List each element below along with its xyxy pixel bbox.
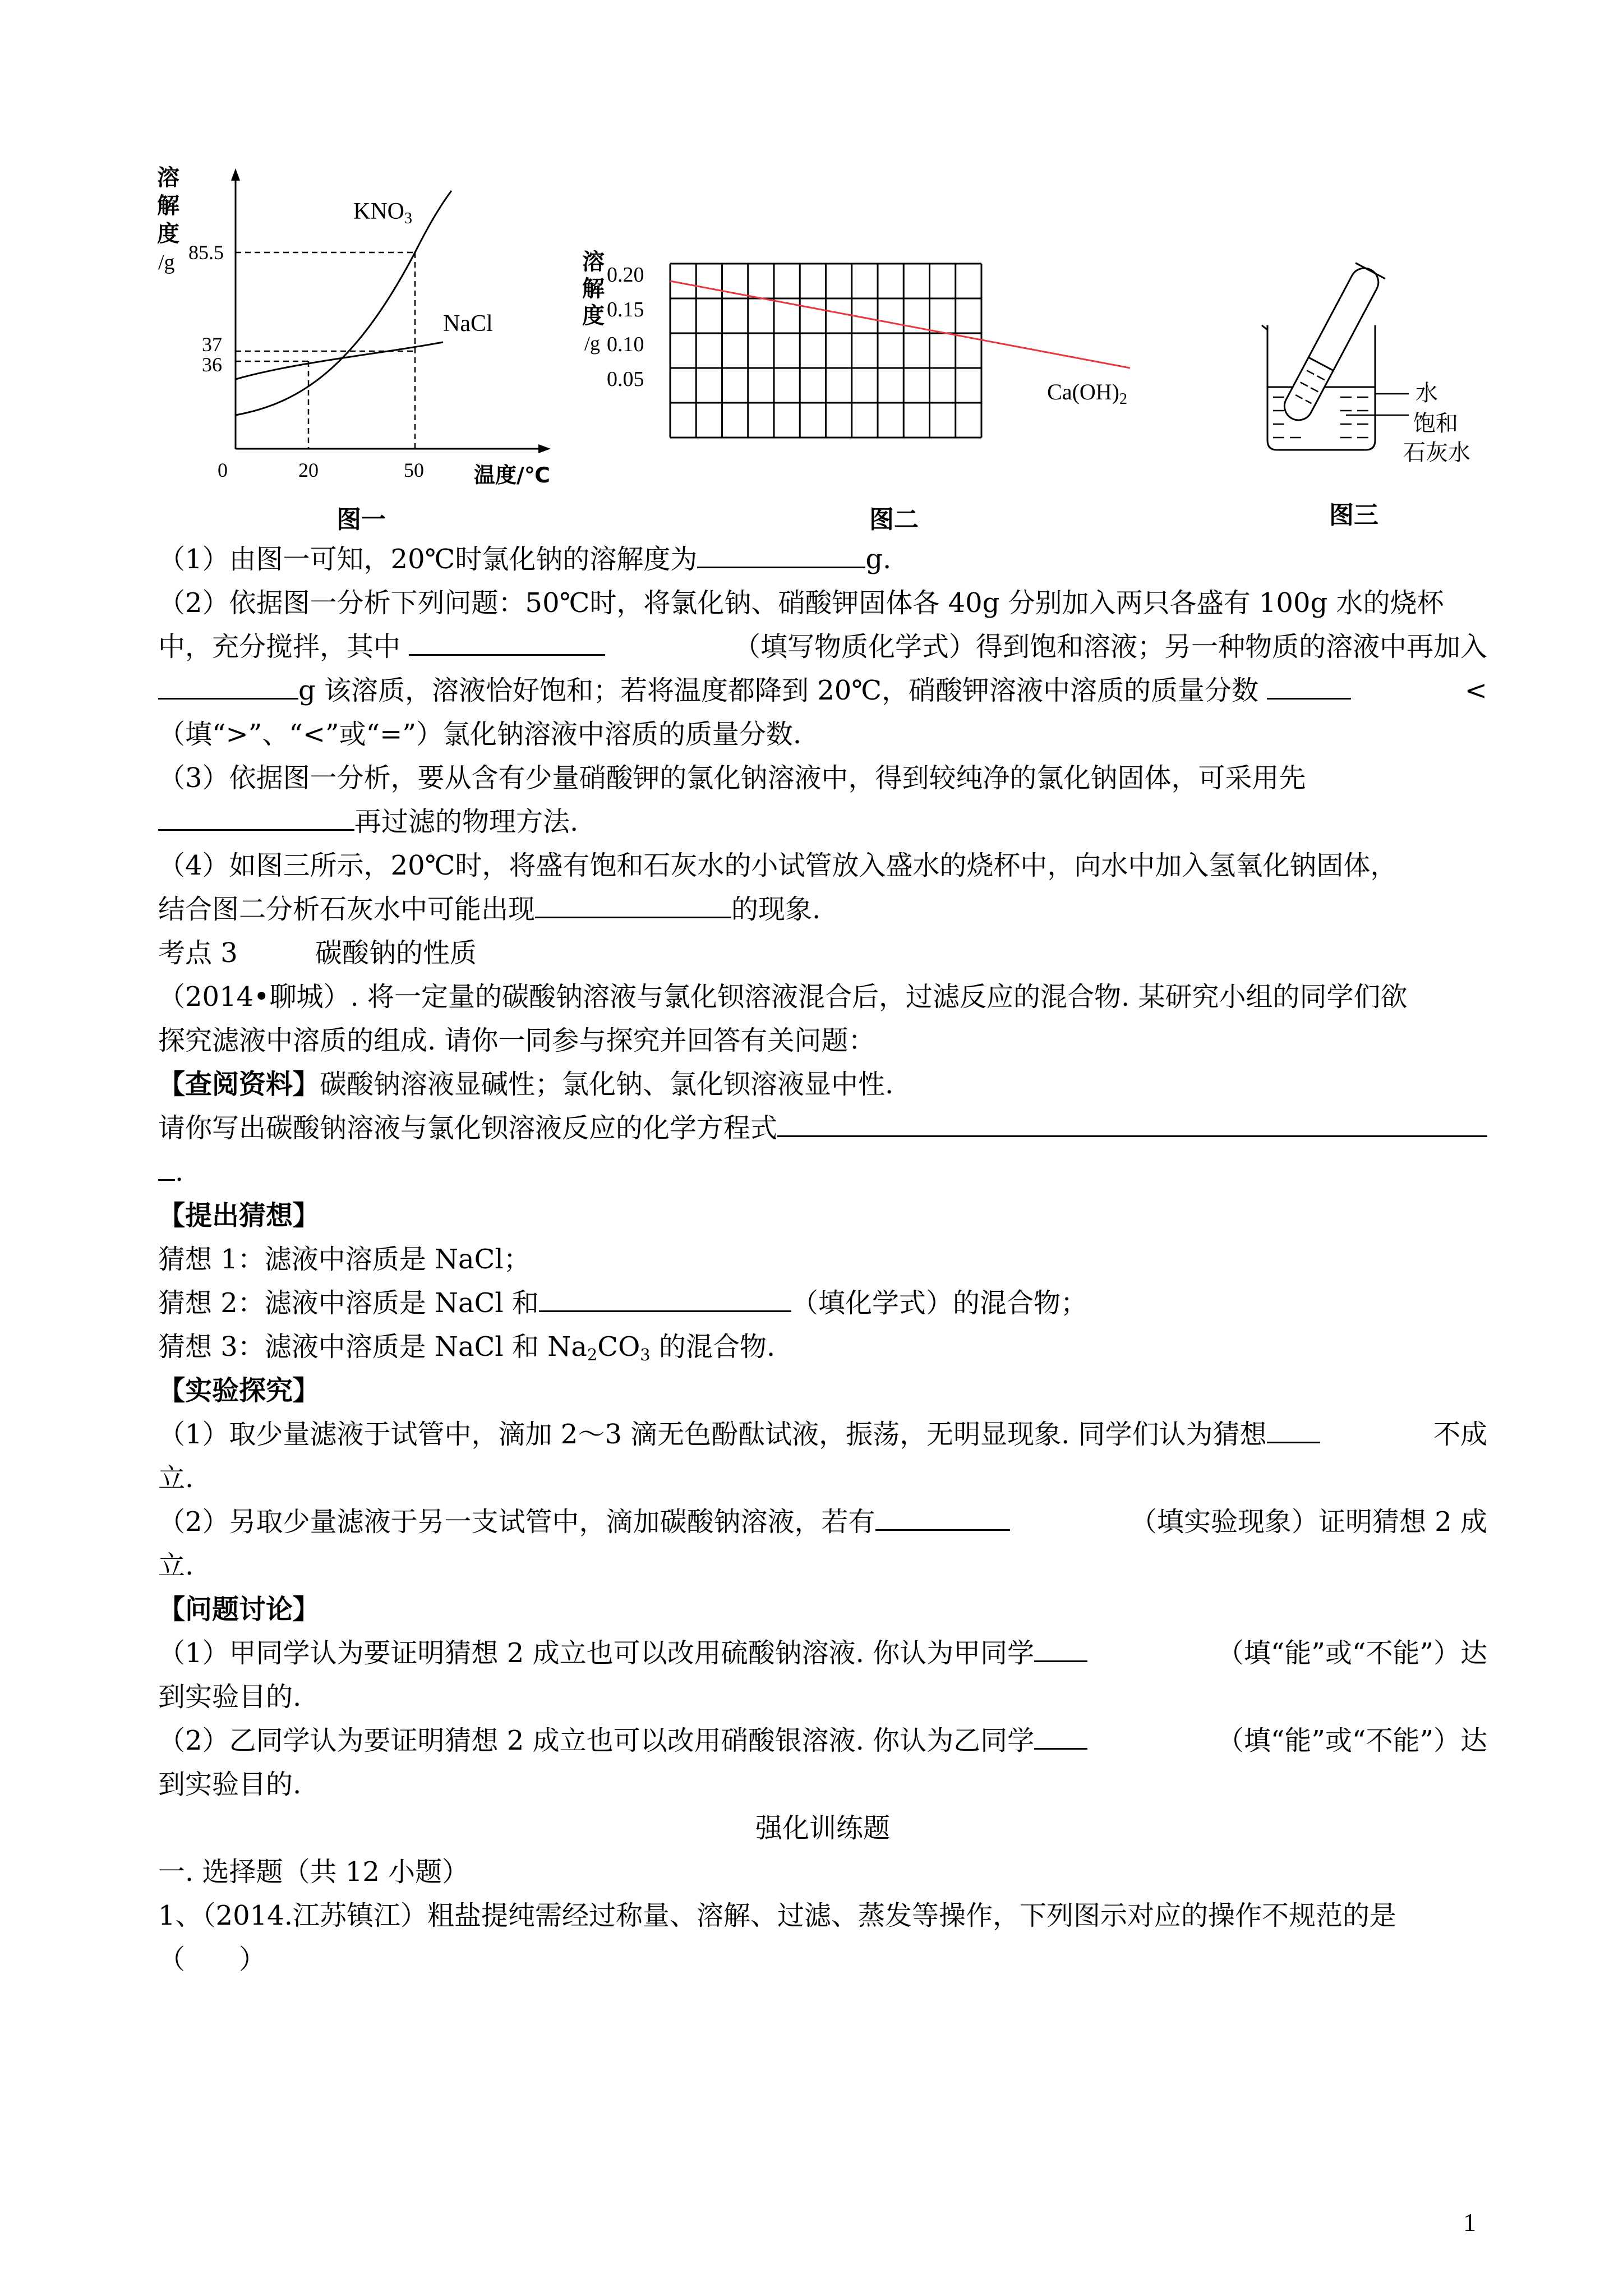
fig2-ytick-020: 0.20 <box>607 263 644 287</box>
q3-text-2: 再过滤的物理方法. <box>354 806 579 838</box>
item1-text: 1、（2014.江苏镇江）粗盐提纯需经过称量、溶解、过滤、蒸发等操作，下列图示对应的操作不规范的是 <box>158 1900 1396 1931</box>
fig1-ytick-37: 37 <box>202 333 222 356</box>
solubility-curve-chart <box>151 157 578 505</box>
part1-text: 一. 选择题（共 12 小题） <box>158 1856 469 1888</box>
disc2-text-a: （2）乙同学认为要证明猜想 2 成立也可以改用硝酸银溶液. 你认为乙同学 <box>158 1725 1035 1756</box>
q2-blank-formula[interactable] <box>409 625 605 656</box>
fig1-y-axis-arrow <box>231 168 240 181</box>
q2-text-4: （填“>”、“<”或“=”）氯化钠溶液中溶质的质量分数. <box>158 719 802 750</box>
tichu-text: 【提出猜想】 <box>158 1200 320 1231</box>
q2-line-1 <box>158 581 1487 625</box>
guess2-text-b: （填化学式）的混合物； <box>791 1287 1088 1319</box>
exp2-text-a: （2）另取少量滤液于另一支试管中，滴加碳酸钠溶液，若有 <box>158 1506 875 1538</box>
q4-blank[interactable] <box>535 887 731 918</box>
page-number: 1 <box>1463 2208 1476 2237</box>
guess3-line <box>158 1325 1487 1369</box>
fig3-caption: 图三 <box>1329 501 1378 530</box>
q2-text-1: （2）依据图一分析下列问题：50℃时，将氯化钠、硝酸钾固体各 40g 分别加入两只各盛有 100g 水的烧杯 <box>158 587 1444 619</box>
q4-line-1 <box>158 844 1487 887</box>
q3-line-2 <box>158 800 1487 844</box>
q2-text-3a: g 该溶质，溶液恰好饱和；若将温度都降到 20℃，硝酸钾溶液中溶质的质量分数 <box>298 675 1267 706</box>
fig2-ylabel-unit: /g <box>584 332 601 355</box>
q4-text-2b: 的现象. <box>731 894 821 925</box>
item1-line-2 <box>158 1938 1487 1981</box>
equation-blank-end[interactable] <box>158 1150 175 1181</box>
exp1-text-b: 不成 <box>1433 1419 1487 1450</box>
q2-text-2a: 中，充分搅拌，其中 <box>158 631 409 662</box>
figure-1 <box>151 157 578 505</box>
disc1-blank[interactable] <box>1034 1631 1087 1662</box>
q2-compare-answer: < <box>1464 675 1487 706</box>
q4-text-2a: 结合图二分析石灰水中可能出现 <box>158 894 536 925</box>
q1-line <box>158 537 1487 581</box>
q2-blank-mass[interactable] <box>158 669 298 700</box>
exp1-line-2 <box>158 1456 1487 1500</box>
q3-text-1: （3）依据图一分析，要从含有少量硝酸钾的氯化钠溶液中，得到较纯净的氯化钠固体，可采用先 <box>158 762 1306 794</box>
taolun-heading <box>158 1588 1487 1631</box>
fig1-ylabel-unit: /g <box>158 251 175 274</box>
fig1-xtick-0: 0 <box>218 459 228 481</box>
intro-line-1 <box>158 975 1487 1019</box>
q2-blank-compare[interactable] <box>1267 669 1351 700</box>
item1-line <box>158 1894 1487 1938</box>
intro-text-2: 探究滤液中溶质的组成. 请你一同参与探究并回答有关问题： <box>158 1025 875 1056</box>
disc1-text-a: （1）甲同学认为要证明猜想 2 成立也可以改用硫酸钠溶液. 你认为甲同学 <box>158 1637 1035 1669</box>
document-body <box>158 537 1487 1981</box>
caoh2-solubility-chart <box>578 247 1138 471</box>
fig1-series-label-nacl: NaCl <box>443 311 493 337</box>
fig2-series-caoh2 <box>670 281 1130 368</box>
fig1-x-axis-arrow <box>538 444 551 453</box>
guess2-line <box>158 1281 1487 1325</box>
disc1-line <box>158 1631 1487 1675</box>
fig1-xlabel: 温度/℃ <box>474 463 550 487</box>
q1-blank[interactable] <box>697 537 865 568</box>
fig1-xtick-20: 20 <box>298 459 319 481</box>
q4-line-2 <box>158 887 1487 931</box>
part1-line <box>158 1850 1487 1894</box>
q3-blank[interactable] <box>158 800 354 831</box>
disc2-text-b: （填“能”或“不能”）达 <box>1216 1725 1487 1756</box>
q2-line-3 <box>158 669 1487 712</box>
shiyan-heading <box>158 1369 1487 1412</box>
exp2-line <box>158 1500 1487 1544</box>
exp1-text-c: 立. <box>158 1462 194 1494</box>
disc1-text-b: （填“能”或“不能”）达 <box>1216 1637 1487 1669</box>
kaodian-line <box>158 931 1487 975</box>
fig2-ytick-010: 0.10 <box>607 333 644 356</box>
q2-line-4 <box>158 712 1487 756</box>
disc2-line <box>158 1719 1487 1763</box>
equation-blank[interactable] <box>777 1106 1487 1137</box>
q1-unit: g. <box>865 544 892 575</box>
fig1-ytick-36: 36 <box>202 353 222 376</box>
label-limewater: 石灰水 <box>1403 440 1470 466</box>
figure-3 <box>1256 247 1503 482</box>
fig2-ylabel-2: 解 <box>582 276 605 302</box>
disc1-line-2 <box>158 1675 1487 1719</box>
kaodian-title: 碳酸钠的性质 <box>315 937 477 969</box>
exp2-blank[interactable] <box>875 1500 1010 1531</box>
fig2-ytick-005: 0.05 <box>607 367 644 391</box>
disc1-text-c: 到实验目的. <box>158 1681 302 1713</box>
q1-text: （1）由图一可知，20℃时氯化钠的溶解度为 <box>158 544 698 575</box>
q2-line-2 <box>158 625 1487 669</box>
equation-prompt: 请你写出碳酸钠溶液与氯化钡溶液反应的化学方程式 <box>158 1112 778 1144</box>
guess1-text: 猜想 1：滤液中溶质是 NaCl； <box>158 1244 531 1275</box>
guess2-blank[interactable] <box>539 1281 791 1312</box>
shiyan-text: 【实验探究】 <box>158 1375 320 1406</box>
section-title-text: 强化训练题 <box>755 1812 890 1844</box>
section-title <box>158 1806 1487 1850</box>
exp1-blank[interactable] <box>1267 1412 1320 1443</box>
disc2-line-2 <box>158 1763 1487 1806</box>
fig2-ylabel-1: 溶 <box>582 249 605 275</box>
q4-text-1: （4）如图三所示，20℃时，将盛有饱和石灰水的小试管放入盛水的烧杯中，向水中加入氢氧化钠固体， <box>158 850 1398 881</box>
kaodian-label: 考点 3 <box>158 937 238 969</box>
beaker-diagram <box>1256 247 1503 482</box>
guess2-text-a: 猜想 2：滤液中溶质是 NaCl 和 <box>158 1287 540 1319</box>
figure-2 <box>578 247 1138 471</box>
fig2-caption: 图二 <box>869 505 919 534</box>
taolun-text: 【问题讨论】 <box>158 1594 320 1625</box>
fig2-ytick-015: 0.15 <box>607 298 644 321</box>
disc2-blank[interactable] <box>1034 1719 1087 1750</box>
disc2-text-c: 到实验目的. <box>158 1769 302 1800</box>
equation-line <box>158 1106 1487 1150</box>
fig1-caption: 图一 <box>336 505 386 534</box>
exp2-text-b: （填实验现象）证明猜想 2 成 <box>1129 1506 1487 1538</box>
intro-text-1: （2014•聊城）. 将一定量的碳酸钠溶液与氯化钡溶液混合后，过滤反应的混合物. 某研究小组的同学们欲 <box>158 981 1408 1013</box>
equation-line-2 <box>158 1150 1487 1194</box>
fig2-ylabel-3: 度 <box>582 303 605 329</box>
test-tube <box>1277 262 1386 426</box>
q2-text-2b: （填写物质化学式）得到饱和溶液；另一种物质的溶液中再加入 <box>733 631 1487 662</box>
fig1-xtick-50: 50 <box>404 459 424 481</box>
fig1-ylabel-1: 溶 <box>157 165 179 191</box>
exp2-text-c: 立. <box>158 1550 194 1581</box>
exp1-text-a: （1）取少量滤液于试管中，滴加 2～3 滴无色酚酞试液，振荡，无明显现象. 同学们认为猜想 <box>158 1419 1267 1450</box>
fig1-ytick-85: 85.5 <box>188 241 224 264</box>
fig1-ylabel-2: 解 <box>157 193 179 219</box>
guess1-line <box>158 1237 1487 1281</box>
tichu-heading <box>158 1194 1487 1237</box>
label-water: 水 <box>1415 380 1438 406</box>
intro-line-2 <box>158 1019 1487 1062</box>
fig1-series-label-kno3: KNO3 <box>353 199 412 227</box>
guess3-text: 猜想 3：滤液中溶质是 NaCl 和 $Na_2CO_3$ 的混合物. <box>158 1331 776 1364</box>
exp2-line-2 <box>158 1544 1487 1588</box>
fig2-series-label: $Ca(OH)_2$ <box>1047 379 1127 408</box>
item1-answer-paren: （ ） <box>158 1944 266 1975</box>
fig1-ylabel-3: 度 <box>157 221 179 247</box>
fig1-series-kno3 <box>236 191 451 415</box>
chayue-text: 碳酸钠溶液显碱性；氯化钠、氯化钡溶液显中性. <box>320 1069 894 1100</box>
chayue-heading: 【查阅资料】 <box>158 1069 320 1100</box>
exp1-line <box>158 1412 1487 1456</box>
label-saturated: 饱和 <box>1413 411 1458 436</box>
equation-period: . <box>175 1156 184 1188</box>
chayue-line <box>158 1062 1487 1106</box>
q3-line-1 <box>158 756 1487 800</box>
